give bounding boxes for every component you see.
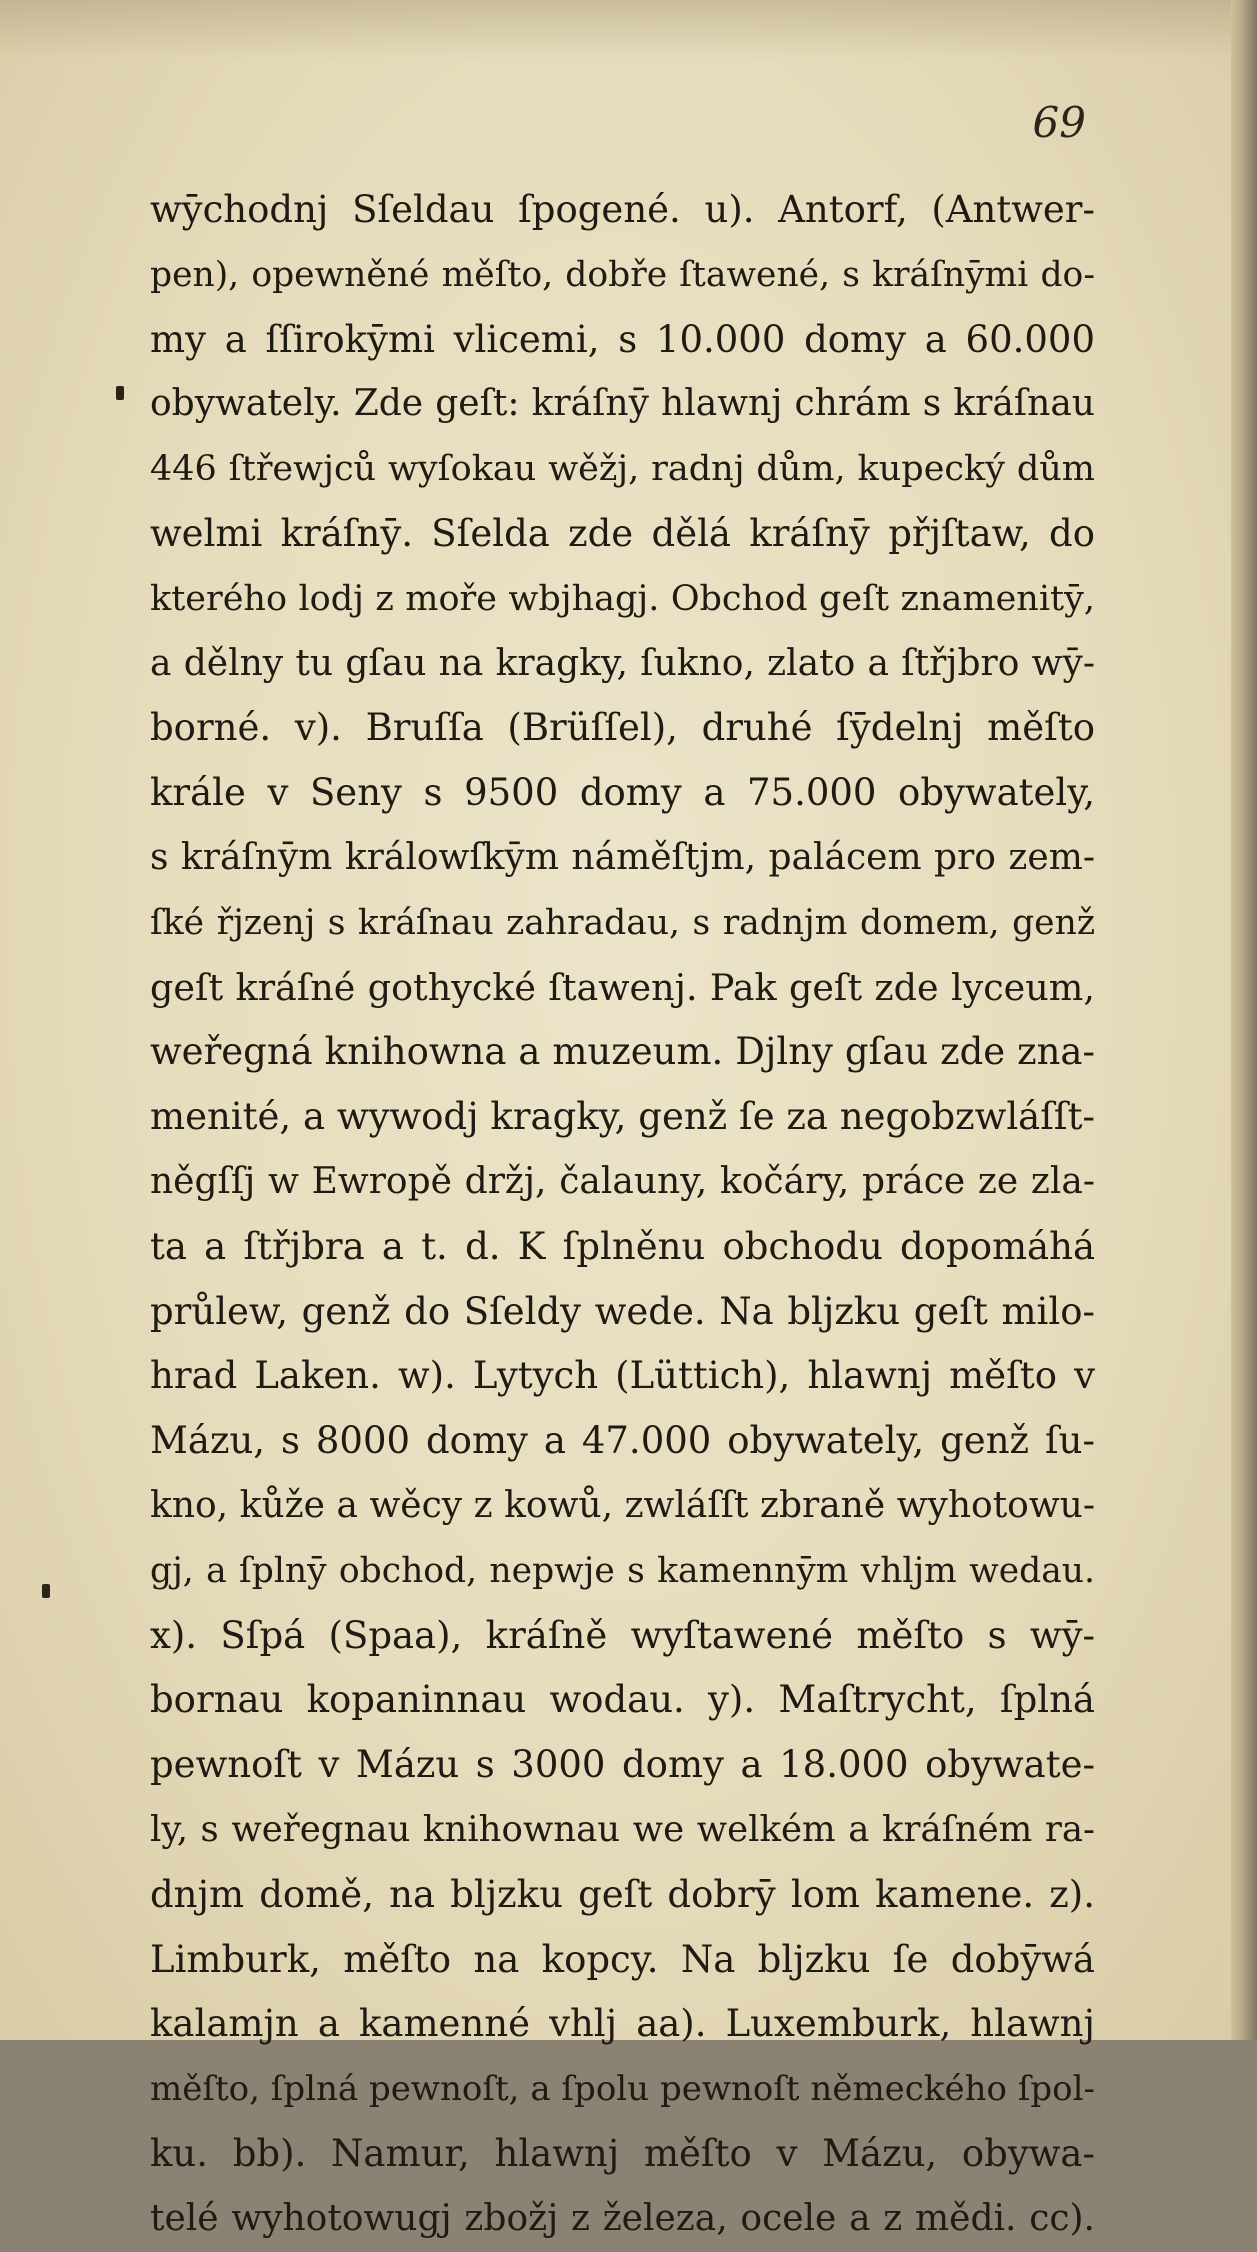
text-line: my a ſſirokȳmi vlicemi, s 10.000 domy a 60.000 <box>150 317 1095 361</box>
text-line: měſto, ſplná pewnoſt, a ſpolu pewnoſt německého ſpol- <box>150 2069 1095 2110</box>
text-line: ſké řjzenj s kráſnau zahradau, s radnjm domem, genž <box>150 902 1095 943</box>
text-line: 446 ſtřewjců wyſokau wěžj, radnj dům, kupecký dům <box>150 449 1095 490</box>
text-line: geſt kráſné gothycké ſtawenj. Pak geſt zde lyceum, <box>150 965 1095 1009</box>
page-top-shading <box>0 0 1236 60</box>
text-line: bornau kopaninnau wodau. y). Maſtrycht, ſplná <box>150 1678 1095 1722</box>
text-line: pewnoſt v Mázu s 3000 domy a 18.000 obywate- <box>150 1743 1095 1787</box>
text-line: welmi kráſnȳ. Sſelda zde dělá kráſnȳ přjſtaw, do <box>150 511 1095 555</box>
text-line: dnjm domě, na bljzku geſt dobrȳ lom kamene. z). <box>150 1872 1095 1916</box>
text-line: wȳchodnj Sſeldau ſpogené. u). Antorf, (Antwer- <box>150 188 1095 231</box>
text-line: a dělny tu gſau na kragky, ſukno, zlato a ſtřjbro wȳ- <box>150 642 1095 684</box>
text-line: Mázu, s 8000 domy a 47.000 obywately, genž ſu- <box>150 1419 1095 1463</box>
text-line: ku. bb). Namur, hlawnj měſto v Mázu, obywa- <box>150 2131 1095 2175</box>
text-line: gj, a ſplnȳ obchod, nepwje s kamennȳm vhljm wedau. <box>150 1550 1095 1591</box>
text-line: průlew, genž do Sſeldy wede. Na bljzku geſt milo- <box>150 1289 1095 1333</box>
page-number: 69 <box>1032 98 1086 147</box>
text-line: x). Sſpá (Spaa), kráſně wyſtawené měſto s wȳ- <box>150 1613 1095 1657</box>
text-line: ta a ſtřjbra a t. d. K ſplněnu obchodu dopomáhá <box>150 1224 1095 1268</box>
text-line: menité, a wywodj kragky, genž ſe za negobzwláſſt- <box>150 1095 1095 1139</box>
text-line: telé wyhotowugj zbožj z železa, ocele a z mědi. cc). <box>150 2197 1095 2239</box>
text-line: něgſſj w Ewropě držj, čalauny, kočáry, práce ze zla- <box>150 1160 1095 1202</box>
text-line: krále v Seny s 9500 domy a 75.000 obywately, <box>150 771 1095 815</box>
text-line: hrad Laken. w). Lytych (Lüttich), hlawnj měſto v <box>150 1354 1095 1398</box>
page-edge-shadow <box>1231 0 1257 2040</box>
margin-mark <box>42 1584 50 1598</box>
text-line: ly, s weřegnau knihownau we welkém a kráſném ra- <box>150 1808 1095 1850</box>
text-line: obywately. Zde geſt: kráſnȳ hlawnj chrám s kráſnau <box>150 383 1095 425</box>
text-line: kno, kůže a wěcy z kowů, zwláſſt zbraně wyhotowu- <box>150 1484 1095 1526</box>
text-line: Limburk, měſto na kopcy. Na bljzku ſe dobȳwá <box>150 1937 1095 1981</box>
text-line: weřegná knihowna a muzeum. Djlny gſau zde zna- <box>150 1030 1095 1074</box>
text-line: pen), opewněné měſto, dobře ſtawené, s kráſnȳmi do- <box>150 254 1095 295</box>
text-line: s kráſnȳm králowſkȳm náměſtjm, palácem pro zem- <box>150 836 1095 878</box>
margin-mark <box>116 386 124 400</box>
text-line: kterého lodj z moře wbjhagj. Obchod geſt znamenitȳ, <box>150 578 1095 619</box>
text-line: borné. v). Bruſſa (Brüſſel), druhé ſȳdelnj měſto <box>150 706 1095 750</box>
body-text <box>150 178 1095 2252</box>
text-line: kalamjn a kamenné vhlj aa). Luxemburk, hlawnj <box>150 2002 1095 2046</box>
